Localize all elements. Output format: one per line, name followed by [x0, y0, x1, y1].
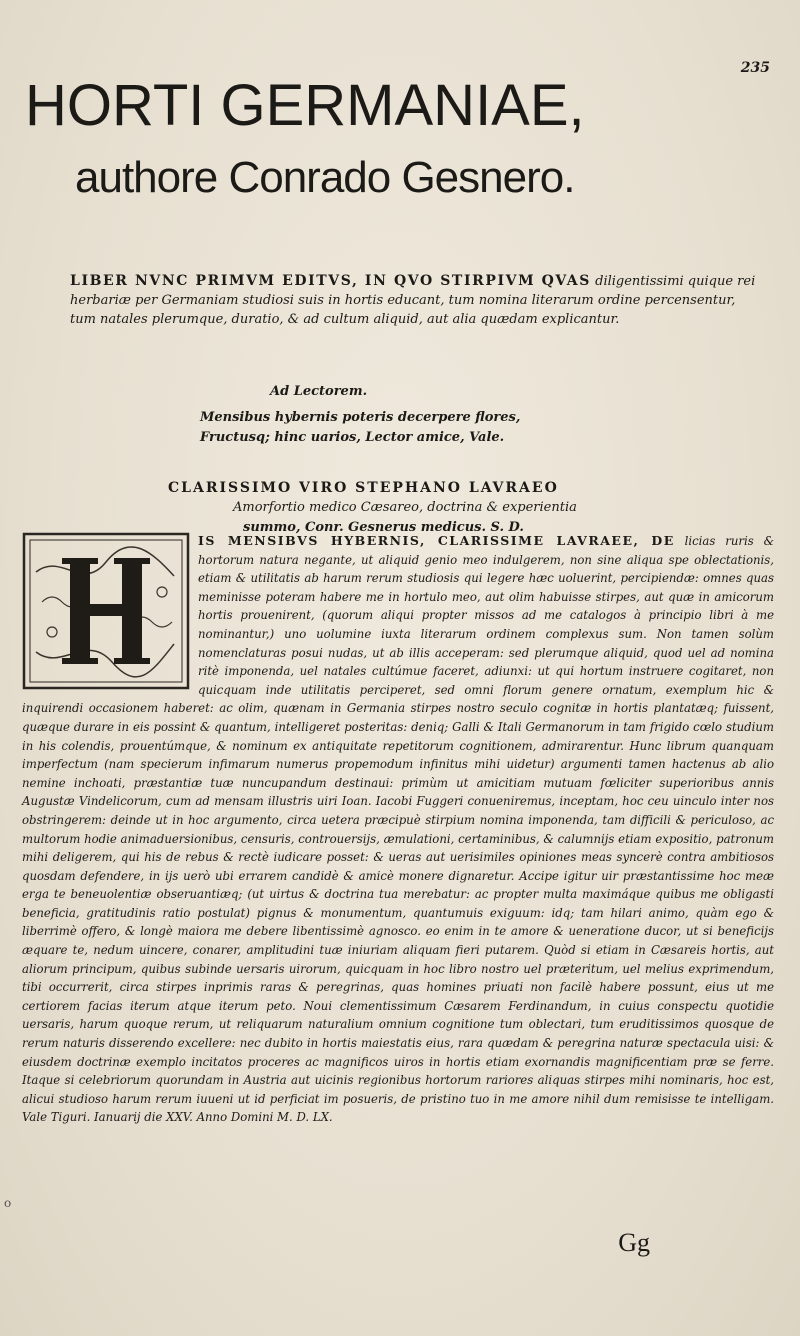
- epigram-line-1: Mensibus hybernis poteris decerpere flores,: [200, 410, 521, 425]
- liber-caps: LIBER NVNC PRIMVM EDITVS, IN QVO STIRPIVM QVAS: [70, 273, 591, 289]
- dedication-block: [168, 478, 688, 538]
- dedication-line-2: summo, Conr. Gesnerus medicus. S. D.: [243, 520, 524, 535]
- epigram-line-2: Fructusq; hinc uarios, Lector amice, Vale.: [200, 430, 505, 445]
- dedication-line-1: Amorfortio medico Cæsareo, doctrina & experientia: [233, 500, 577, 515]
- epigram-addressee: Ad Lectorem.: [270, 384, 368, 399]
- initial-spacer: [22, 532, 198, 692]
- margin-mark: o: [4, 1196, 12, 1210]
- epigram: [200, 408, 700, 448]
- letter-opening: IS MENSIBVS HYBERNIS, CLARISSIME LAVRAEE, DE: [198, 533, 675, 548]
- folio-number: 235: [740, 60, 770, 76]
- sub-title: authore Conrado Gesnero.: [75, 153, 575, 202]
- signature-mark: Gg: [618, 1228, 650, 1257]
- main-title: HORTI GERMANIAE,: [25, 73, 585, 138]
- liber-text: diligentissimi quique rei herbariæ per Germaniam studiosi suis in hortis educant, tum nomina literarum ordine percensentur, tum natales plerumque, duratio, & ad cultum aliquid, aut alia quædam explicantur.: [70, 274, 756, 327]
- liber-description: [70, 272, 760, 329]
- dedication-heading: CLARISSIMO VIRO STEPHANO LAVRAEO: [168, 480, 559, 496]
- letter-text: licias ruris & hortorum natura negante, ut aliquid genio meo indulgerem, non sine aliqua spe oblectationis, etiam & utilitatis ab harum rerum studiosis qui legere hæc uoluerint, percipiendæ: omnes quas meminisse poteram habere me in hortulo meo, aut olim habuisse stirpes, aut quæ in amicorum hortis prouenirent, (quorum aliqui propter missos ad me catalogos à principio libri à me nominantur,) uno uolumine iuxta literarum ordinem complexus sum. Non tamen solùm nomenclaturas posui nudas, ut ab illis acceperam: sed plerumque aliquid, quod uel ad nomina ritè imponenda, uel natales cultúmue faceret, adiunxi: ut qui hortum instruere cogitaret, non quicquam inde utilitatis perciperet, sed omni florum genere ornatum, exemplum hic & inquirendi occasionem haberet: ac olim, quænam in Germania stirpes nostro seculo cognitæ in hortis plantatæq; fuissent, quæque durare in eis possint & quantum, intelligeret posteritas: deniq; Galli & Itali Germanorum in tam frigido cœlo studium in his colendis, prouentúmque, & nominum ex antiquitate repetitorum cognitionem, admirarentur. Hunc librum quanquam imperfectum (nam specierum infimarum numerus propemodum infinitus mihi uidetur) argumenti tamen hactenus ab alio nemine inchoati, præstantiæ tuæ nuncupandum destinaui: primùm ut amicitiam mutuam fœliciter superioribus annis Augustæ Vindelicorum, cum ad mensam illustris uiri Ioan. Iacobi Fuggeri conueniremus, inceptam, hoc ceu uinculo inter nos obstringerem: deinde ut in hoc argumento, circa uetera præcipuè stirpium nomina imponenda, tam difficili & periculoso, ac multorum hodie animaduersionibus, censuris, controuersijs, æmulationi, certaminibus, & calumnijs etiam expositio, patronum mihi deligerem, qui his de rebus & rectè iudicare posset: & ueras aut uerisimiles opiniones meas syncerè contra ambitiosos quosdam defendere, in ijs uerò ubi errarem candidè & amicè monere dignaretur. Accipe igitur uir præstantissime hoc meæ erga te beneuolentiæ obseruantiæq; (ut uirtus & doctrina tua merebatur: ac propter multa maximáque quibus me obligasti beneficia, gratitudinis ratio postulat) pignus & monumentum, quantumuis exiguum: idq; tam hilari animo, quàm ego & liberrimè offero, & longè maiora me debere libentissimè agnosco. eo enim in te amore & ueneratione ducor, ut si beneficijs æquare te, nedum uincere, conarer, amplitudini tuæ iniuriam aliquam fieri putarem. Quòd si etiam in Cæsareis hortis, aut aliorum principum, quibus subinde uersaris uirorum, quicquam in hoc libro nostro uel præteritum, uel melius exprimendum, tibi occurrerit, circa stirpes inprimis raras & peregrinas, quas homines priuati non facilè habere possunt, eius ut me certiorem facias iterum atque iterum peto. Noui clementissimum Cæsarem Ferdinandum, in cuius conspectu quotidie uersaris, harum quoque rerum, ut reliquarum naturalium omnium cognitione tum oblectari, tum eruditissimos quosque de rerum naturis disserendo excellere: nec dubito in hortis maiestatis eius, rara quædam & peregrina naturæ spectacula uisi: & eiusdem doctrinæ exemplo incitatos proceres ac magnificos uiros in hortis etiam exornandis magnificentiam præ se ferre. Itaque si celebriorum quorundam in Austria aut uicinis regionibus hortorum rariores aliquas stirpes mihi nominaris, hoc est, alicui studioso harum rerum iuueni ut id perficiat im posueris, de pristino tuo in me amore nihil dum remisisse te intelligam. Vale Tiguri. Ianuarij die XXV. Anno Domini M. D. LX.: [22, 534, 775, 1125]
- dedication-letter: [22, 532, 774, 1127]
